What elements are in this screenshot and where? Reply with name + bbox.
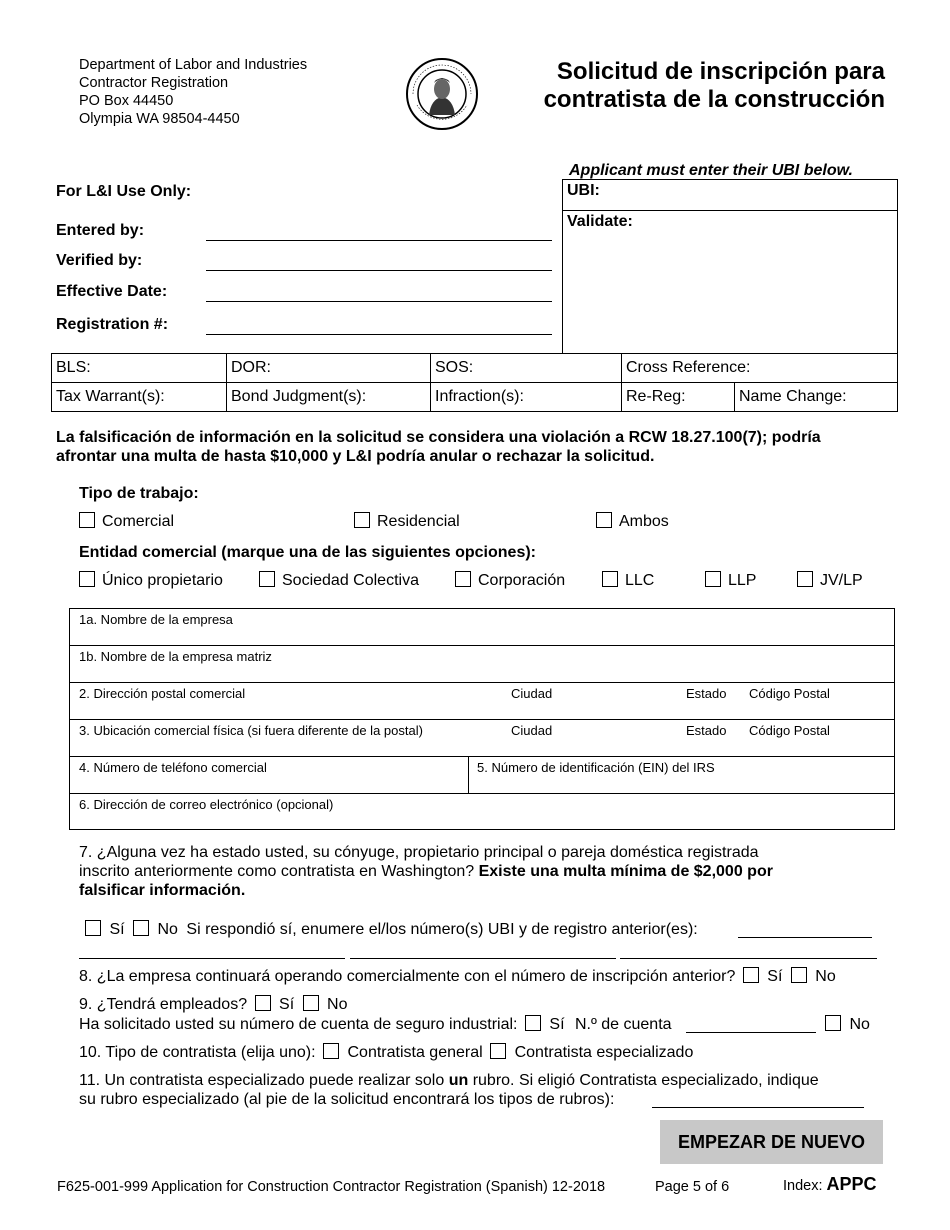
infraction-cell: Infraction(s): — [431, 383, 622, 412]
zip-label: Código Postal — [749, 686, 830, 701]
q8-yes-checkbox[interactable] — [743, 967, 759, 983]
q9-yes-checkbox[interactable] — [255, 995, 271, 1011]
q11-specialty-input-line[interactable] — [652, 1107, 864, 1108]
field-label: 1a. Nombre de la empresa — [79, 612, 233, 627]
question-10: 10. Tipo de contratista (elija uno): Contratista general Contratista especializado — [79, 1044, 694, 1061]
work-type-label: Tipo de trabajo: — [79, 485, 199, 502]
work-type-residential-checkbox[interactable]: Residencial — [354, 512, 460, 531]
sos-cell: SOS: — [431, 354, 622, 383]
q10-general-checkbox[interactable] — [323, 1043, 339, 1059]
entity-partnership-checkbox[interactable]: Sociedad Colectiva — [259, 571, 419, 590]
entity-llp-checkbox[interactable]: LLP — [705, 571, 756, 590]
checkbox-box[interactable] — [259, 571, 275, 587]
checkbox-box[interactable] — [79, 571, 95, 587]
q7-no-checkbox[interactable] — [133, 920, 149, 936]
field-divider — [468, 757, 469, 793]
city-label: Ciudad — [511, 723, 553, 738]
business-info-form — [69, 608, 895, 830]
verified-by-line — [206, 270, 552, 271]
checkbox-box[interactable] — [705, 571, 721, 587]
field-label: 1b. Nombre de la empresa matriz — [79, 649, 272, 664]
dor-cell: DOR: — [227, 354, 431, 383]
question-9: 9. ¿Tendrá empleados? Sí No — [79, 996, 348, 1013]
state-seal-icon — [405, 57, 479, 131]
field-label: 3. Ubicación comercial física (si fuera diferente de la postal) — [79, 723, 423, 738]
registration-line — [206, 334, 552, 335]
ubi-label: UBI: — [567, 182, 600, 199]
entered-by-line — [206, 240, 552, 241]
effective-date-line — [206, 301, 552, 302]
page-number: Page 5 of 6 — [655, 1179, 730, 1195]
address-line: PO Box 44450 — [79, 93, 174, 109]
phone-label: 4. Número de teléfono comercial — [79, 760, 267, 775]
city-label: Ciudad — [511, 686, 553, 701]
zip-label: Código Postal — [749, 723, 830, 738]
address-line: Olympia WA 98504-4450 — [79, 111, 240, 127]
applicant-note: Applicant must enter their UBI below. — [569, 162, 853, 179]
field-label: 2. Dirección postal comercial — [79, 686, 246, 701]
validate-field — [563, 211, 897, 353]
q9-account-no-checkbox[interactable] — [825, 1015, 841, 1031]
address-line: Department of Labor and Industries — [79, 57, 308, 73]
q9-no-checkbox[interactable] — [303, 995, 319, 1011]
entered-by-label: Entered by: — [56, 222, 145, 239]
form-id: F625-001-999 Application for Construction Contractor Registration (Spanish) 12-2018 — [57, 1179, 606, 1195]
ubi-field[interactable] — [563, 180, 897, 211]
entity-llc-checkbox[interactable]: LLC — [602, 571, 654, 590]
checkbox-box[interactable] — [354, 512, 370, 528]
reference-grid — [51, 353, 898, 412]
q7-yes-checkbox[interactable] — [85, 920, 101, 936]
field-label: 6. Dirección de correo electrónico (opcional) — [79, 797, 334, 812]
business-name-field[interactable] — [70, 609, 894, 646]
physical-address-field[interactable] — [70, 720, 894, 757]
entity-sole-proprietor-checkbox[interactable]: Único propietario — [79, 571, 223, 590]
question-7: 7. ¿Alguna vez ha estado usted, su cónyuge, propietario principal o pareja doméstica registrada inscrito anteriormente como contratista en Washington? Existe una multa mínima de $2,000 por falsificar información. — [79, 844, 773, 899]
checkbox-box[interactable] — [596, 512, 612, 528]
checkbox-box[interactable] — [79, 512, 95, 528]
index-code: Index: APPC — [783, 1174, 877, 1194]
tax-warrant-cell: Tax Warrant(s): — [52, 383, 227, 412]
q8-no-checkbox[interactable] — [791, 967, 807, 983]
entity-jvlp-checkbox[interactable]: JV/LP — [797, 571, 863, 590]
office-use-label: For L&I Use Only: — [56, 183, 192, 200]
address-line: Contractor Registration — [79, 75, 229, 91]
page-title: Solicitud de inscripción para contratista de la construcción — [543, 58, 885, 113]
bond-judgment-cell: Bond Judgment(s): — [227, 383, 431, 412]
email-field[interactable] — [70, 794, 894, 829]
registration-label: Registration #: — [56, 316, 169, 333]
q7-answer-row: Sí No Si respondió sí, enumere el/los número(s) UBI y de registro anterior(es): — [85, 920, 698, 939]
effective-date-label: Effective Date: — [56, 283, 168, 300]
state-label: Estado — [686, 686, 727, 701]
parent-company-field[interactable] — [70, 646, 894, 683]
q7-ubi-input-line[interactable] — [738, 937, 872, 938]
q9-account-input-line[interactable] — [686, 1032, 816, 1033]
q9-account-no: No — [825, 1015, 870, 1034]
q7-answer-line-2[interactable] — [350, 958, 616, 959]
verified-by-label: Verified by: — [56, 252, 143, 269]
q9-account-row: Ha solicitado usted su número de cuenta de seguro industrial: Sí N.º de cuenta — [79, 1016, 672, 1033]
entity-label: Entidad comercial (marque una de las siguientes opciones): — [79, 544, 536, 561]
ubi-box — [562, 179, 898, 354]
checkbox-box[interactable] — [455, 571, 471, 587]
ein-label: 5. Número de identificación (EIN) del IRS — [477, 760, 715, 775]
entity-corporation-checkbox[interactable]: Corporación — [455, 571, 565, 590]
cross-reference-cell: Cross Reference: — [622, 354, 898, 383]
name-change-cell: Name Change: — [735, 383, 898, 412]
q7-answer-line-1[interactable] — [79, 958, 345, 959]
mailing-address-field[interactable] — [70, 683, 894, 720]
q10-specialty-checkbox[interactable] — [490, 1043, 506, 1059]
checkbox-box[interactable] — [602, 571, 618, 587]
restart-button[interactable]: EMPEZAR DE NUEVO — [660, 1120, 883, 1164]
work-type-both-checkbox[interactable]: Ambos — [596, 512, 669, 531]
q9-account-yes-checkbox[interactable] — [525, 1015, 541, 1031]
re-reg-cell: Re-Reg: — [622, 383, 735, 412]
falsification-warning: La falsificación de información en la solicitud se considera una violación a RCW 18.27.100(7); podría afrontar una multa de hasta $10,000 y L&I podría anular o rechazar la solicitud. — [56, 429, 821, 465]
checkbox-box[interactable] — [797, 571, 813, 587]
state-label: Estado — [686, 723, 727, 738]
bls-cell: BLS: — [52, 354, 227, 383]
question-11: 11. Un contratista especializado puede realizar solo un rubro. Si eligió Contratista especializado, indique su rubro especializado (al pie de la solicitud encontrará los tipos de rubros): — [79, 1072, 819, 1108]
validate-label: Validate: — [567, 213, 633, 230]
q7-answer-line-3[interactable] — [620, 958, 877, 959]
question-8: 8. ¿La empresa continuará operando comercialmente con el número de inscripción anterior? Sí No — [79, 968, 836, 985]
agency-address — [79, 56, 307, 128]
work-type-commercial-checkbox[interactable]: Comercial — [79, 512, 174, 531]
phone-ein-row — [70, 757, 894, 794]
